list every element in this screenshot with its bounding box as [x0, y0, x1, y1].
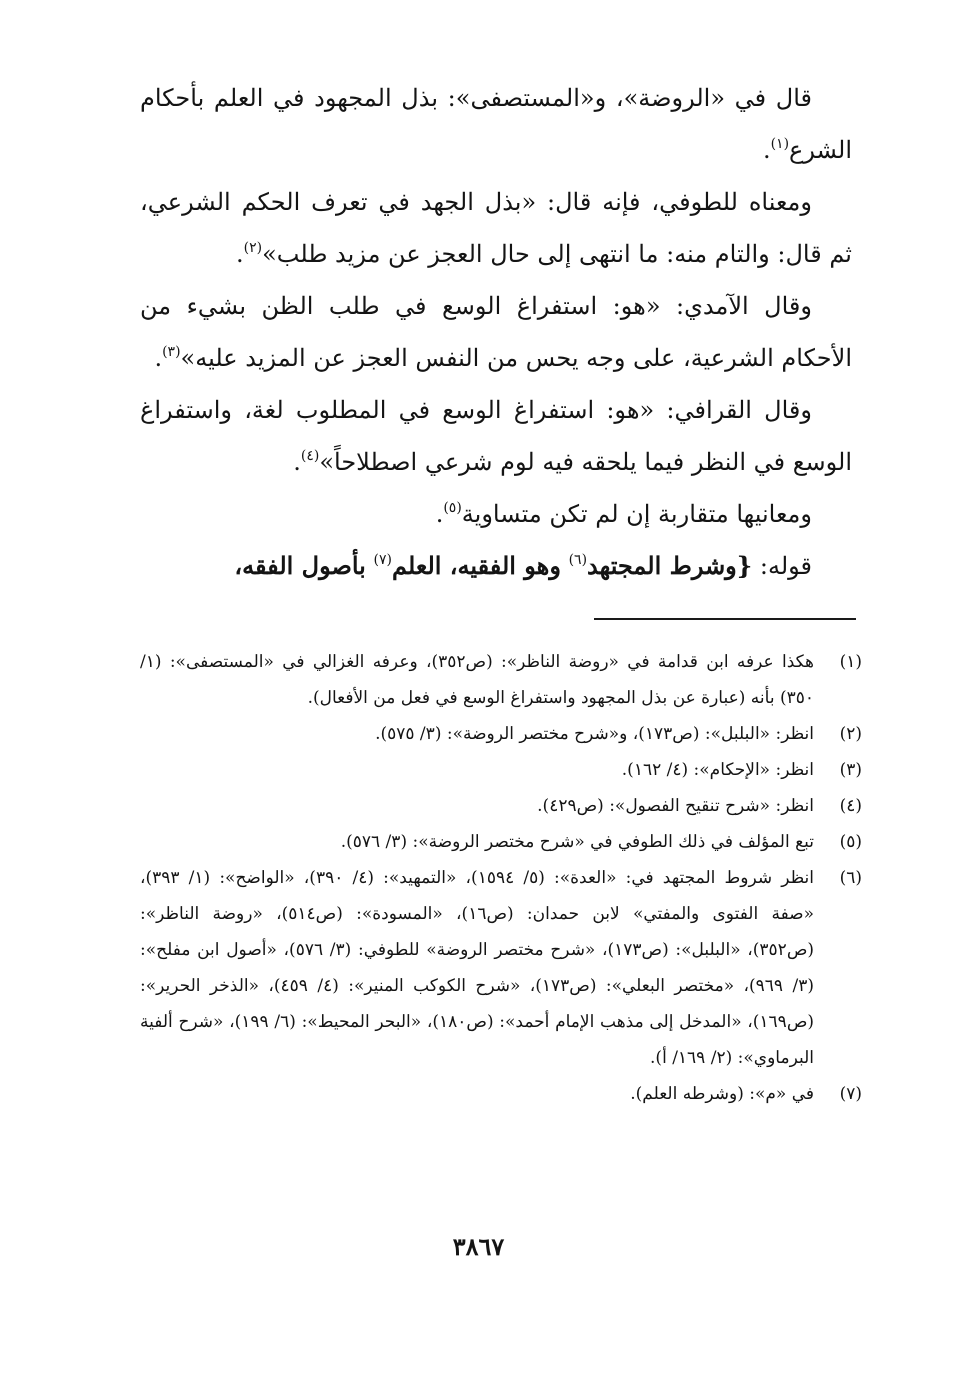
paragraph-5: [140, 488, 852, 540]
footnote-number: (٤): [839, 796, 862, 816]
footnote-2: [140, 716, 862, 752]
paragraph-text: قال في «الروضة»، و«المستصفى»: بذل المجهود في العلم بأحكام الشرع: [140, 84, 852, 164]
page-number: ٣٨٦٧: [452, 1232, 505, 1261]
paragraph-text: ومعناه للطوفي، فإنه قال: «بذل الجهد في تعرف الحكم الشرعي، ثم قال: والتام منه: ما انتهى إلى حال العجز عن مزيد طلب»: [140, 188, 852, 268]
footnote-ref: (٧): [373, 552, 392, 568]
footnote-text: انظر شروط المجتهد في: «العدة»: (٥/ ١٥٩٤)، «التمهيد»: (٤/ ٣٩٠)، «الواضح»: (١/ ٣٩٣)، «صفة الفتوى والمفتي» لابن حمدان: (ص١٦)، «المسودة»: (ص٥١٤)، «روضة الناظر»: (ص٣٥٢)، «البلبل»: (ص١٧٣)، «شرح مختصر الروضة» للطوفي: (٣/ ٥٧٦)، «أصول ابن مفلح»: (٣/ ٩٦٩)، «مختصر البعلي»: (ص١٧٣)، «شرح الكوكب المنير»: (٤/ ٤٥٩)، «الذخر الحرير»: (ص١٦٩)، «المدخل إلى مذهب الإمام أحمد»: (ص١٨٠)، «البحر المحيط»: (٦/ ١٩٩)، «شرح ألفية البرماوي»: (٢/ ١٦٩/ أ).: [140, 868, 815, 1068]
paragraph-end: .: [293, 448, 301, 476]
footnote-7: [140, 1076, 862, 1112]
footnote-ref: (٣): [162, 344, 181, 360]
matn-text-c: بأصول الفقه،: [234, 551, 366, 580]
paragraph-end: .: [154, 344, 163, 372]
footnote-number: (٢): [839, 724, 862, 744]
paragraph-2: [140, 176, 852, 280]
footnote-number: (١): [839, 652, 862, 672]
footnote-ref: (١): [770, 136, 790, 152]
matn-text-b: وهو الفقيه، العلم: [391, 551, 561, 580]
paragraph-3: [140, 280, 852, 384]
footnote-ref: (٦): [568, 552, 588, 568]
footnote-4: [140, 788, 862, 824]
quote-lead: قوله:: [759, 552, 812, 580]
footnote-text: هكذا عرفه ابن قدامة في «روضة الناظر»: (ص٣٥٢)، وعرفه الغزالي في «المستصفى»: (١/ ٣٥٠) بأنه (عبارة عن بذل المجهود واستفراغ الوسع في فعل من الأفعال).: [140, 652, 814, 708]
paragraph-6: [140, 540, 852, 592]
footnote-ref: (٢): [243, 240, 263, 256]
footnote-number: (٥): [839, 832, 862, 852]
paragraph-end: .: [762, 136, 771, 164]
footnote-5: [140, 824, 862, 860]
footnote-1: [140, 644, 862, 716]
footnote-ref: (٤): [300, 448, 320, 464]
paragraph-end: .: [236, 240, 244, 268]
paragraph-text: وقال الآمدي: «هو: استفراغ الوسع في طلب الظن بشيء من الأحكام الشرعية، على وجه يحس من النفس العجز عن المزيد عليه»: [140, 292, 852, 372]
footnote-number: (٣): [839, 760, 862, 780]
footnote-number: (٧): [839, 1084, 862, 1104]
footnote-text: انظر: «شرح تنقيح الفصول»: (ص٤٢٩).: [537, 796, 814, 816]
footnote-text: في «م»: (وشرطه العلم).: [630, 1084, 814, 1104]
footnote-text: انظر: «البلبل»: (ص١٧٣)، و«شرح مختصر الروضة»: (٣/ ٥٧٥).: [375, 724, 814, 744]
matn-text-a: {وشرط المجتهد: [587, 551, 753, 580]
footnote-3: [140, 752, 862, 788]
footnotes: [140, 644, 862, 1112]
footnote-6: [140, 860, 862, 1076]
footnote-number: (٦): [839, 868, 862, 888]
paragraph-1: [140, 72, 852, 176]
paragraph-text: ومعانيها متقاربة إن لم تكن متساوية: [461, 500, 812, 528]
paragraph-text: وقال القرافي: «هو: استفراغ الوسع في المطلوب لغة، واستفراغ الوسع في النظر فيما يلحقه فيه لوم شرعي اصطلاحاً»: [140, 396, 852, 476]
main-text: [140, 72, 852, 592]
footnote-ref: (٥): [443, 500, 462, 516]
paragraph-4: [140, 384, 852, 488]
paragraph-end: .: [435, 500, 444, 528]
footnote-separator: [594, 618, 856, 620]
footnote-text: تبع المؤلف في ذلك الطوفي في «شرح مختصر الروضة»: (٣/ ٥٧٦).: [340, 832, 814, 852]
footnote-text: انظر: «الإحكام»: (٤/ ١٦٢).: [621, 760, 814, 780]
